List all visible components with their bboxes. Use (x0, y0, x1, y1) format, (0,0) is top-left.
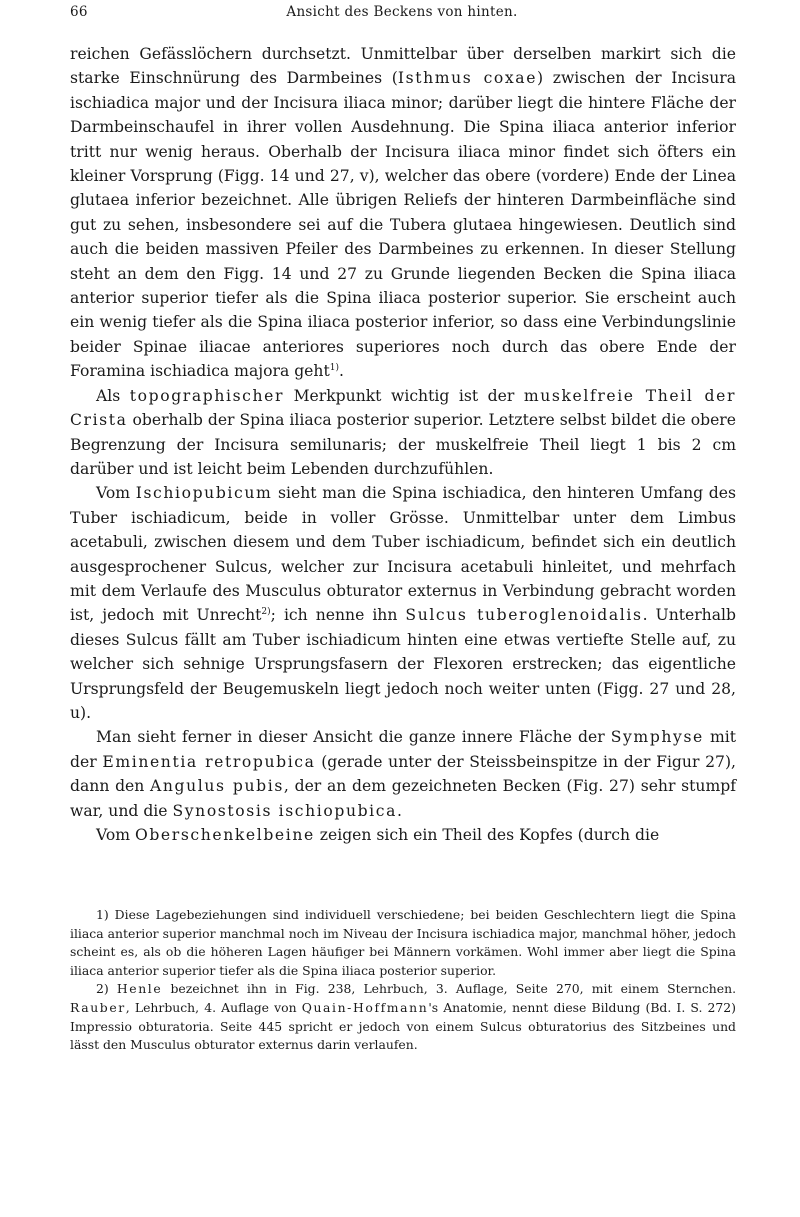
spaced-term: Isthmus coxae (397, 69, 538, 88)
paragraph (70, 384, 736, 482)
spaced-term: Quain-Hoffmann (301, 999, 429, 1015)
paragraph (70, 42, 736, 384)
text-run: Man sieht ferner in dieser Ansicht die ganze innere Fläche der (96, 728, 611, 747)
text-run: ) zwischen der Incisura ischiadica major und der Incisura iliaca minor; darüber liegt die hintere Fläche der Darmbeinschaufel in ihrer vollen Ausdehnung. Die Spina iliaca anterior inferior tritt nur wenig heraus. Oberhalb der Incisura iliaca minor findet sich öfters ein kleiner Vorsprung (Figg. 14 und 27, v), welcher das obere (vordere) Ende der Linea glutaea inferior bezeichnet. Alle übrigen Reliefs der hinteren Darmbeinfläche sind gut zu sehen, insbesondere sei auf die Tubera glutaea hingewiesen. Deutlich sind auch die beiden massiven Pfeiler des Darmbeines zu erkennen. In dieser Stellung steht an dem den Figg. 14 und 27 zu Grunde liegenden Becken die Spina iliaca anterior superior tiefer als die Spina iliaca posterior superior. Sie erscheint auch ein wenig tiefer als die Spina iliaca posterior inferior, so dass eine Verbindungslinie beider Spinae iliacae anteriores superiores noch durch das obere Ende der Foramina ischiadica majora geht (70, 69, 736, 381)
text-run: , Lehrbuch, 4. Auflage von (125, 999, 302, 1015)
page-number: 66 (70, 4, 88, 20)
spaced-term: Rauber (70, 999, 126, 1015)
footnotes (70, 906, 736, 1055)
text-run: sieht man die Spina ischiadica, den hinteren Umfang des Tuber ischiadicum, beide in voller Grösse. Unmittelbar unter dem Limbus acetabuli, zwischen diesem und dem Tuber ischiadicum, befindet sich ein deutlich ausgesprochener Sulcus, welcher zur Incisura acetabuli hinleitet, und mehrfach mit dem Verlaufe des Musculus obturator externus in Verbindung gebracht worden ist, jedoch mit Unrecht (70, 484, 737, 625)
footnote-marker: 2) (261, 607, 271, 618)
spaced-term: Sulcus tuberoglenoidalis (405, 606, 643, 625)
running-title: Ansicht des Beckens von hinten. (286, 4, 518, 20)
paragraph (70, 823, 736, 847)
spaced-term: Henle (116, 981, 163, 997)
text-run: . (338, 362, 344, 381)
footnote (70, 980, 736, 1054)
spaced-term: Ischiopubicum (135, 484, 273, 503)
spaced-term: topographischer (129, 386, 285, 405)
spaced-term: Synostosis ischiopubica (172, 801, 397, 820)
spaced-term: Oberschenkelbeine (134, 826, 315, 844)
text-run: ; ich nenne ihn (270, 606, 406, 625)
paragraph (70, 481, 736, 725)
text-run: Merkpunkt wichtig ist der (284, 386, 524, 405)
text-run: Vom (96, 484, 136, 503)
text-run: oberhalb der Spina iliaca posterior superior. Letztere selbst bildet die obere Begrenzung der Incisura semilunaris; der muskelfreie Theil liegt 1 bis 2 cm darüber und ist leicht beim Lebenden durchzufühlen. (70, 411, 736, 478)
text-run: . Unterhalb dieses Sulcus fällt am Tuber ischiadicum hinten eine etwas vertiefte Stelle auf, zu welcher sich sehnige Ursprungsfasern der Flexoren erstrecken; das eigentliche Ursprungsfeld der Beugemuskeln liegt jedoch noch weiter unten (Figg. 27 und 28, u). (70, 606, 736, 722)
paragraph (70, 725, 736, 823)
text-run: 2) (96, 981, 117, 997)
footnote-marker: 1) (329, 363, 339, 374)
text-run: . (396, 801, 402, 820)
text-run: Vom (96, 826, 135, 844)
text-run: (gerade unter der Steissbeinspitze in der Figur 27), dann den (70, 752, 736, 796)
footnote (70, 906, 736, 980)
spaced-term: Eminentia retropubica (102, 752, 316, 771)
text-run: 's Anatomie, nennt diese Bildung (Bd. I. S. 272) Impressio obturatoria. Seite 445 spricht er jedoch von einem Sulcus obturatorius des Sitzbeines und lässt den Musculus obturator externus darin verlaufen. (70, 999, 736, 1053)
text-run: 1) Diese Lagebeziehungen sind individuell verschiedene; bei beiden Geschlechtern liegt die Spina iliaca anterior superior manchmal noch im Niveau der Incisura ischiadica major, manchmal höher, jedoch scheint es, als ob die höheren Lagen häufiger bei Männern vorkämen. Wohl immer aber liegt die Spina iliaca anterior superior tiefer als die Spina iliaca posterior superior. (70, 907, 736, 978)
text-run: Als (96, 386, 130, 405)
text-run: , der an dem gezeichneten Becken (Fig. 27) sehr stumpf war, und die (70, 777, 736, 820)
main-text (70, 42, 736, 847)
text-run: bezeichnet ihn in Fig. 238, Lehrbuch, 3. Auflage, Seite 270, mit einem Sternchen. (162, 981, 737, 997)
spaced-term: Symphyse (610, 728, 704, 747)
text-run: mit der (70, 728, 736, 771)
spaced-term: muskelfreie Theil der Crista (70, 386, 737, 430)
text-run: zeigen sich ein Theil des Kopfes (durch die (314, 826, 660, 844)
spaced-term: Angulus pubis (150, 777, 284, 796)
running-header (70, 4, 734, 24)
text-run: reichen Gefässlöchern durchsetzt. Unmittelbar über derselben markirt sich die starke Einschnürung des Darmbeines ( (70, 45, 736, 88)
